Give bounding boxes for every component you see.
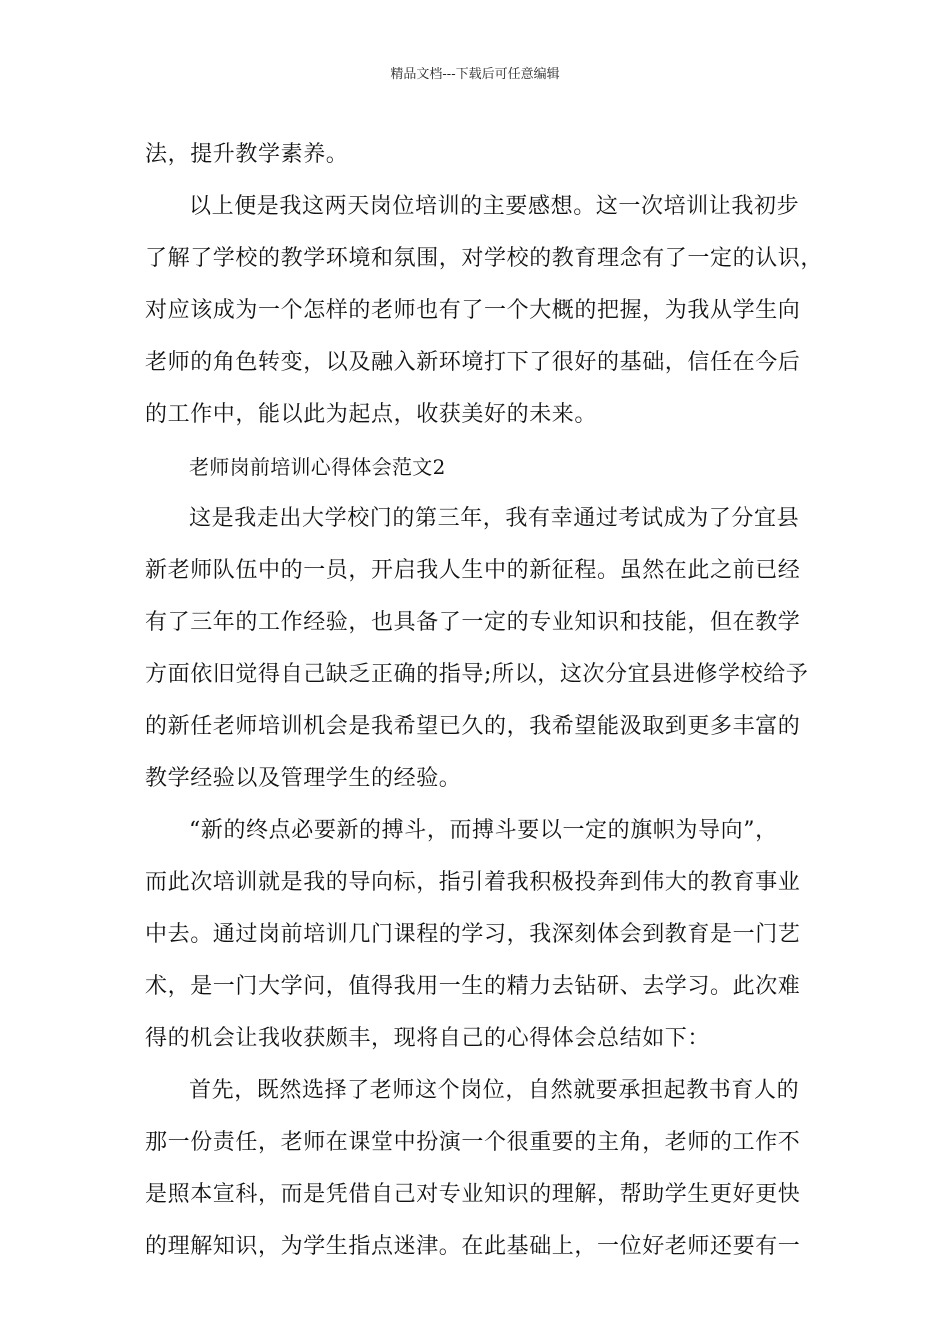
text-line: 是照本宣科，而是凭借自己对专业知识的理解，帮助学生更好更快 [145, 1182, 801, 1207]
text-line: 得的机会让我收获颇丰，现将自己的心得体会总结如下： [145, 1026, 711, 1051]
text-line: 而此次培训就是我的导向标，指引着我积极投奔到伟大的教育事业 [145, 870, 801, 895]
text-line: 术，是一门大学问，值得我用一生的精力去钻研、去学习。此次难 [145, 974, 801, 999]
text-line: 教学经验以及管理学生的经验。 [145, 766, 462, 791]
text-line: 新老师队伍中的一员，开启我人生中的新征程。虽然在此之前已经 [145, 558, 801, 583]
text-line: 的工作中，能以此为起点，收获美好的未来。 [145, 402, 598, 427]
text-line: 方面依旧觉得自己缺乏正确的指导;所以，这次分宜县进修学校给予 [145, 662, 809, 687]
text-line: 对应该成为一个怎样的老师也有了一个大概的把握，为我从学生向 [145, 298, 801, 323]
text-line: 了解了学校的教学环境和氛围，对学校的教育理念有了一定的认识， [145, 246, 824, 271]
text-line: 那一份责任，老师在课堂中扮演一个很重要的主角，老师的工作不 [145, 1130, 801, 1155]
text-line: 的新任老师培训机会是我希望已久的，我希望能汲取到更多丰富的 [145, 714, 801, 739]
paragraph-start-line: “新的终点必要新的搏斗，而搏斗要以一定的旗帜为导向”， [189, 818, 778, 843]
paragraph-start-line: 以上便是我这两天岗位培训的主要感想。这一次培训让我初步 [189, 194, 800, 219]
paragraph-start-line: 这是我走出大学校门的第三年，我有幸通过考试成为了分宜县 [189, 506, 800, 531]
body-text [145, 129, 824, 1273]
text-line: 法，提升教学素养。 [145, 142, 349, 167]
paragraph-start-line: 首先，既然选择了老师这个岗位，自然就要承担起教书育人的 [189, 1078, 800, 1103]
page-header: 精品文档---下载后可任意编辑 [390, 67, 560, 82]
text-line: 中去。通过岗前培训几门课程的学习，我深刻体会到教育是一门艺 [145, 922, 801, 947]
text-line: 有了三年的工作经验，也具备了一定的专业知识和技能，但在教学 [145, 610, 801, 635]
text-line: 老师的角色转变，以及融入新环境打下了很好的基础，信任在今后 [145, 350, 801, 375]
text-line: 的理解知识，为学生指点迷津。在此基础上，一位好老师还要有一 [145, 1234, 801, 1259]
section-heading: 老师岗前培训心得体会范文2 [189, 455, 446, 479]
